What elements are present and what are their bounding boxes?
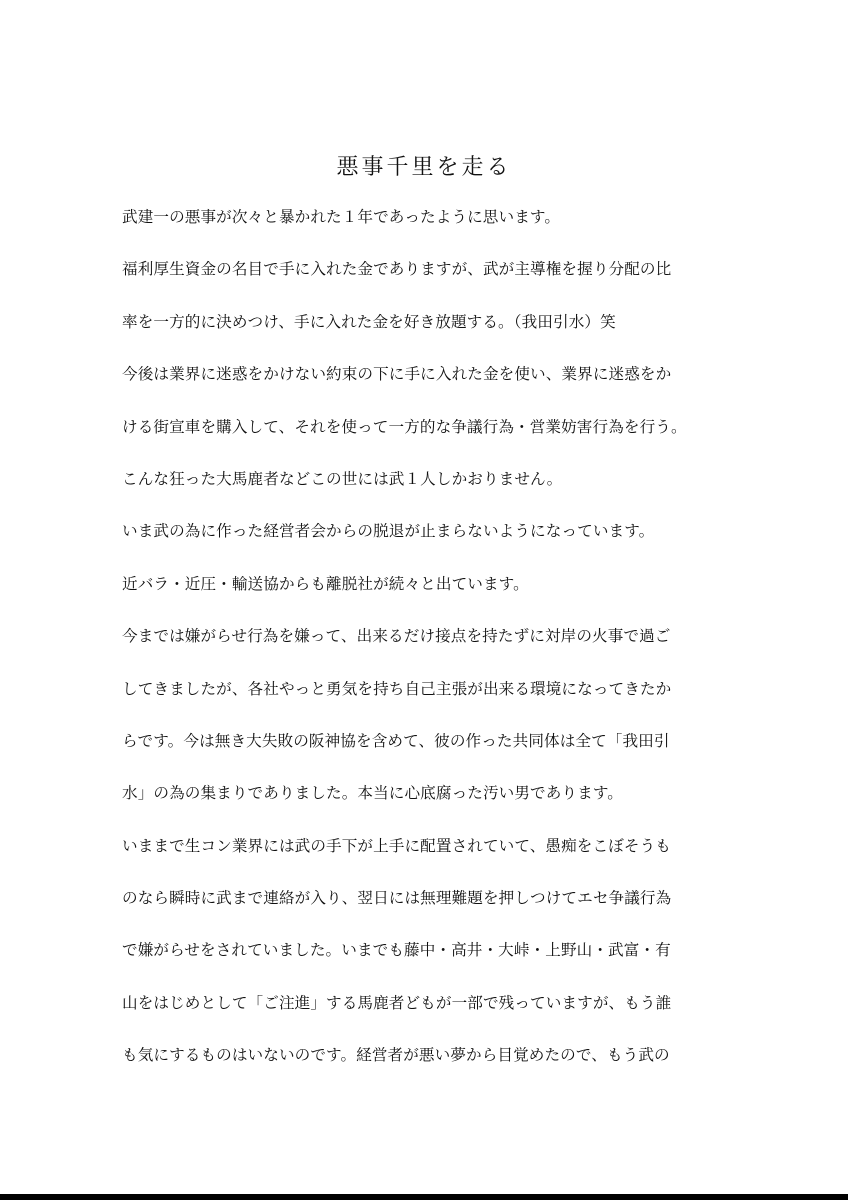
bottom-scan-edge (0, 1194, 848, 1200)
text-line: 今後は業界に迷惑をかけない約束の下に手に入れた金を使い、業界に迷惑をか (122, 365, 672, 384)
text-line: してきましたが、各社やっと勇気を持ち自己主張が出来る環境になってきたか (122, 679, 672, 698)
text-line: 水」の為の集まりでありました。本当に心底腐った汚い男であります。 (122, 784, 623, 803)
document-body (122, 206, 732, 1097)
text-line: のなら瞬時に武まで連絡が入り、翌日には無理難題を押しつけてエセ争議行為 (122, 889, 672, 908)
text-line: こんな狂った大馬鹿者などこの世には武１人しかおりません。 (122, 469, 563, 488)
text-line: 山をはじめとして「ご注進」する馬鹿者どもが一部で残っていますが、もう誰 (122, 993, 672, 1012)
text-line: も気にするものはいないのです。経営者が悪い夢から目覚めたので、もう武の (122, 1046, 670, 1065)
text-line: 福利厚生資金の名目で手に入れた金でありますが、武が主導権を握り分配の比 (122, 260, 672, 279)
text-line: 率を一方的に決めつけ、手に入れた金を好き放題する。（我田引水）笑 (122, 312, 616, 331)
text-line: ける街宣車を購入して、それを使って一方的な争議行為・営業妨害行為を行う。 (122, 417, 687, 436)
text-line: いままで生コン業界には武の手下が上手に配置されていて、愚痴をこぼそうも (122, 836, 671, 855)
text-line: いま武の為に作った経営者会からの脱退が止まらないようになっています。 (122, 522, 655, 541)
text-line: 武建一の悪事が次々と暴かれた１年であったように思います。 (122, 208, 561, 226)
text-line: らです。今は無き大失敗の阪神協を含めて、彼の作った共同体は全て「我田引 (122, 731, 670, 750)
text-line: 近バラ・近圧・輸送協からも離脱社が続々と出ています。 (122, 574, 529, 593)
text-line: 今までは嫌がらせ行為を嫌って、出来るだけ接点を持たずに対岸の火事で過ご (122, 627, 671, 646)
text-line: で嫌がらせをされていました。いまでも藤中・高井・大峠・上野山・武富・有 (122, 941, 671, 960)
document-title: 悪事千里を走る (336, 155, 512, 180)
